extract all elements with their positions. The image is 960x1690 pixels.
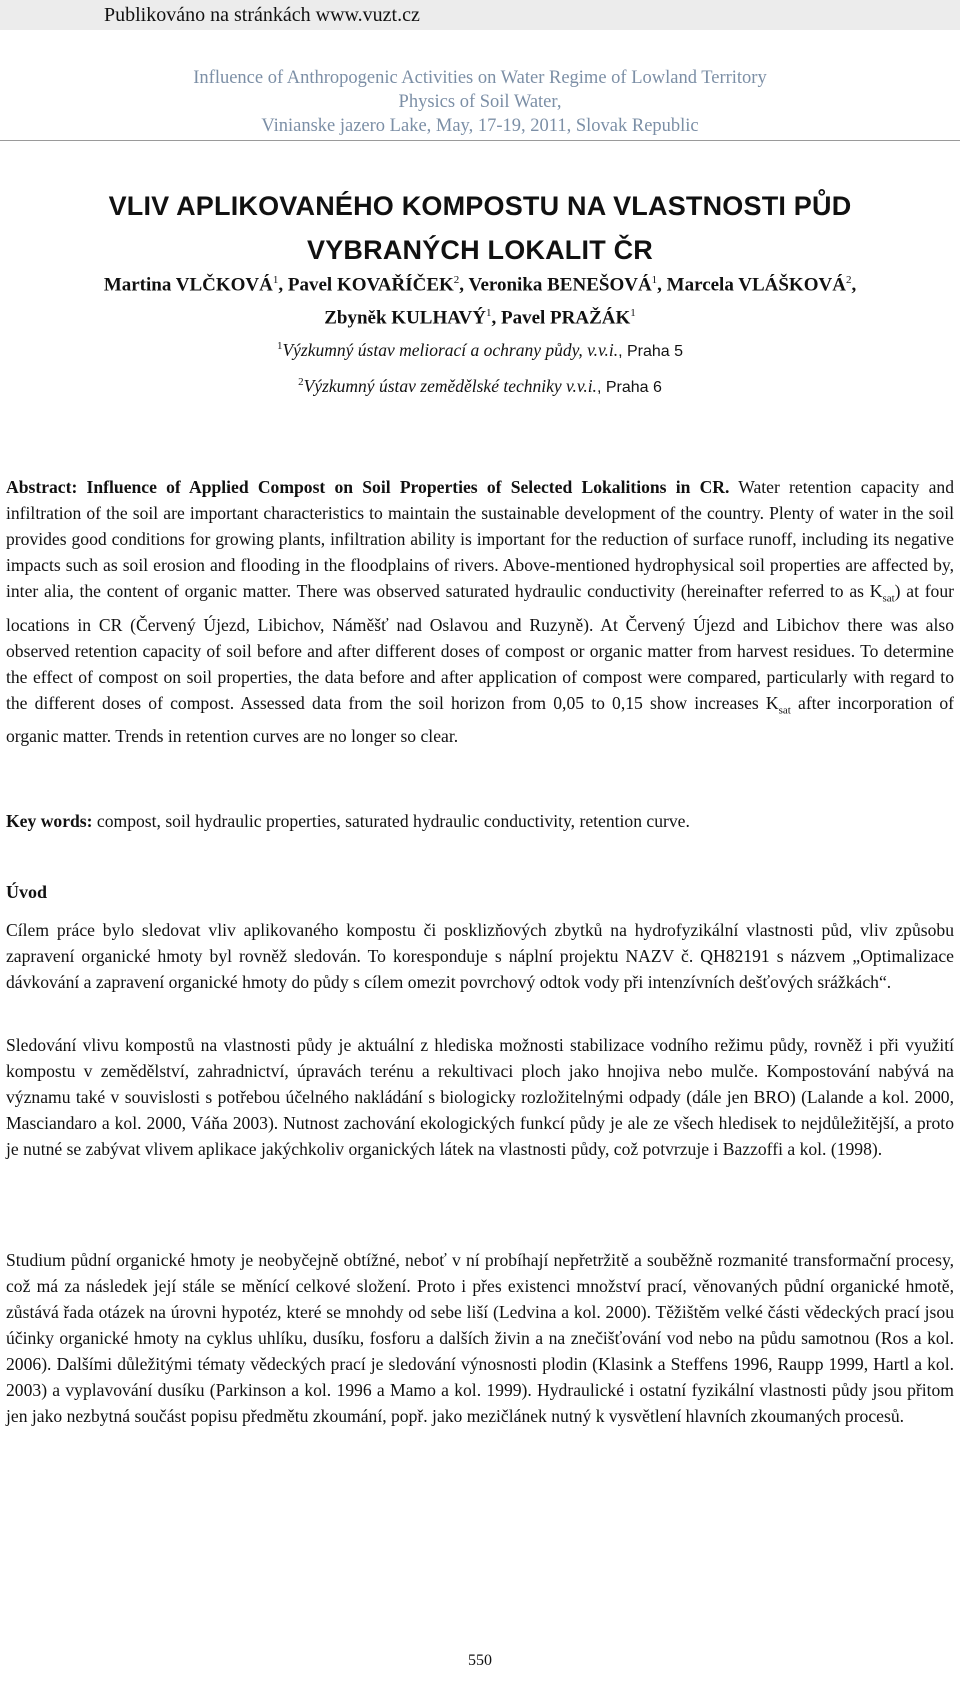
- affiliation-2: [0, 370, 960, 400]
- conference-line-1: Influence of Anthropogenic Activities on Water Regime of Lowland Territory: [193, 68, 767, 88]
- author-affil-mark: 2: [845, 274, 852, 286]
- abstract-text-3: after incorporation of organic matter. Trends in retention curves are no longer so clear.: [6, 692, 954, 747]
- conference-info: [0, 66, 960, 138]
- conference-line-2: Physics of Soil Water,: [398, 92, 562, 112]
- affiliation-mark: 1: [276, 340, 283, 352]
- author-line-2: Zbyněk KULHAVÝ$^1$, Pavel PRAŽÁK$^1$: [324, 307, 636, 329]
- author-line-1: Martina VLČKOVÁ$^1$, Pavel KOVAŘÍČEK$^2$, Veronika BENEŠOVÁ$^1$, Marcela VLÁŠKOVÁ$^2$,: [103, 274, 857, 296]
- section-heading-uvod: Úvod: [6, 882, 48, 902]
- abstract-text-1: Water retention capacity and infiltration of the soil are important characteristics to maintain the sustainable development of the country. Plenty of water in the soil provides good conditions for growing plants, infiltration ability is important for the reduction of surface runoff, including its negative impacts such as soil erosion and flooding in the floodplains of rivers. Above-mentioned hydrophysical soil properties are affected by, inter alia, the content of organic matter. There was observed saturated hydraulic conductivity (hereinafter referred to as K: [6, 477, 954, 601]
- keywords-label: Key words:: [6, 811, 93, 831]
- affiliation-mark: 2: [298, 376, 304, 388]
- intro-paragraph-2: Sledování vlivu kompostů na vlastnosti půdy je aktuální z hlediska možnosti stabilizace vodního režimu půdy, rovněž i při využití kompostu v zemědělství, zahradnictví, úpravách terénu a rekultivaci ploch jako hnojiva nebo mulče. Kompostování nabývá na významu také v souvislosti s potřebou účelného nakládání s biologicky rozložitelnými odpady (dále jen BRO) (Lalande a kol. 2000, Masciandaro a kol. 2000, Váňa 2003). Nutnost zachování ekologických funkcí půdy je ale ze všech hledisek to nejdůležitější, a proto je nutné se zabývat vlivem aplikace jakýchkoliv organických látek na vlastnosti půdy, což potvrzuje i Bazzoffi a kol. (1998).: [6, 1035, 954, 1159]
- keywords: [6, 808, 954, 834]
- header-divider: [0, 140, 960, 141]
- author-name: Martina VLČKOVÁ: [103, 274, 273, 296]
- author-affil-mark: 1: [485, 307, 492, 320]
- author-affil-mark: 1: [272, 274, 279, 286]
- author-name: Pavel KOVAŘÍČEK: [287, 274, 454, 296]
- affiliation-1: [0, 334, 960, 364]
- title-line-2: VYBRANÝCH LOKALIT ČR: [307, 235, 653, 265]
- abstract-label: Abstract: Influence of Applied Compost on Soil Properties of Selected Lokalitions in CR.: [6, 477, 730, 497]
- published-text: Publikováno na stránkách www.vuzt.cz: [104, 4, 420, 26]
- affiliation-name: Výzkumný ústav meliorací a ochrany půdy, v.v.i.: [282, 339, 619, 360]
- ksat-subscript: sat: [778, 704, 791, 717]
- published-header: [0, 0, 960, 30]
- page-number: 550: [468, 1652, 492, 1669]
- ksat-subscript: sat: [882, 592, 895, 605]
- affiliation-city: , Praha 5: [618, 342, 684, 360]
- author-name: Veronika BENEŠOVÁ: [468, 274, 652, 296]
- author-name: Marcela VLÁŠKOVÁ: [666, 274, 846, 296]
- author-name: Pavel PRAŽÁK: [500, 307, 631, 329]
- author-list: [0, 266, 960, 333]
- intro-paragraph-1: Cílem práce bylo sledovat vliv aplikovaného kompostu či posklizňových zbytků na hydrofyzikální vlastnosti půd, vliv způsobu zapravení organické hmoty byl rovněž sledován. To koresponduje s náplní projektu NAZV č. QH82191 s názvem „Optimalizace dávkování a zapravení organické hmoty do půdy s cílem omezit povrchový odtok vody při intenzívních dešťových srážkách“.: [6, 920, 954, 992]
- abstract: [6, 474, 954, 749]
- abstract-text-2: ) at four locations in CR (Červený Újezd, Libichov, Náměšť nad Oslavou and Ruzyně). At Červený Újezd and Libichov there was also observed retention capacity of soil before and after different doses of compost or organic matter from harvest residues. To determine the effect of compost on soil properties, the data before and after application of compost were compared, particularly with regard to the different doses of compost. Assessed data from the soil horizon from 0,05 to 0,15 show increases K: [6, 581, 955, 713]
- author-name: Zbyněk KULHAVÝ: [324, 307, 486, 329]
- author-affil-mark: 2: [453, 274, 460, 286]
- author-affil-mark: 1: [630, 307, 636, 320]
- keywords-text: compost, soil hydraulic properties, saturated hydraulic conductivity, retention curve.: [92, 811, 690, 831]
- title-line-1: VLIV APLIKOVANÉHO KOMPOSTU NA VLASTNOSTI PŮD: [108, 191, 852, 221]
- paper-title: [0, 184, 960, 272]
- affiliation-city: , Praha 6: [596, 378, 662, 396]
- author-affil-mark: 1: [651, 274, 658, 286]
- affiliation-name: Výzkumný ústav zemědělské techniky v.v.i.: [303, 375, 597, 396]
- conference-line-3: Vinianske jazero Lake, May, 17-19, 2011, Slovak Republic: [261, 116, 699, 136]
- intro-paragraph-3: Studium půdní organické hmoty je neobyčejně obtížné, neboť v ní probíhají nepřetržitě a souběžně rozmanité transformační procesy, což má za následek její stále se měnící celkové složení. Proto i přes existenci množství prací, věnovaných půdní organické hmotě, zůstává řada otázek na úrovni hypotéz, které se mnohdy od sebe liší (Ledvina a kol. 2000). Těžištěm velké části vědeckých prací jsou účinky organické hmoty na cyklus uhlíku, dusíku, fosforu a dalších živin a na znečišťování vod nebo na půdu samotnou (Ros a kol. 2006). Dalšími důležitými tématy vědeckých prací je sledování výnosnosti plodin (Klasink a Steffens 1996, Raupp 1999, Hartl a kol. 2003) a vyplavování dusíku (Parkinson a kol. 1996 a Mamo a kol. 1999). Hydraulické i ostatní fyzikální vlastnosti půdy jsou přitom jen jako nezbytná součást popisu předmětu zkoumání, popř. jako mezičlánek nutný k vysvětlení hlavních zkoumaných procesů.: [6, 1250, 954, 1426]
